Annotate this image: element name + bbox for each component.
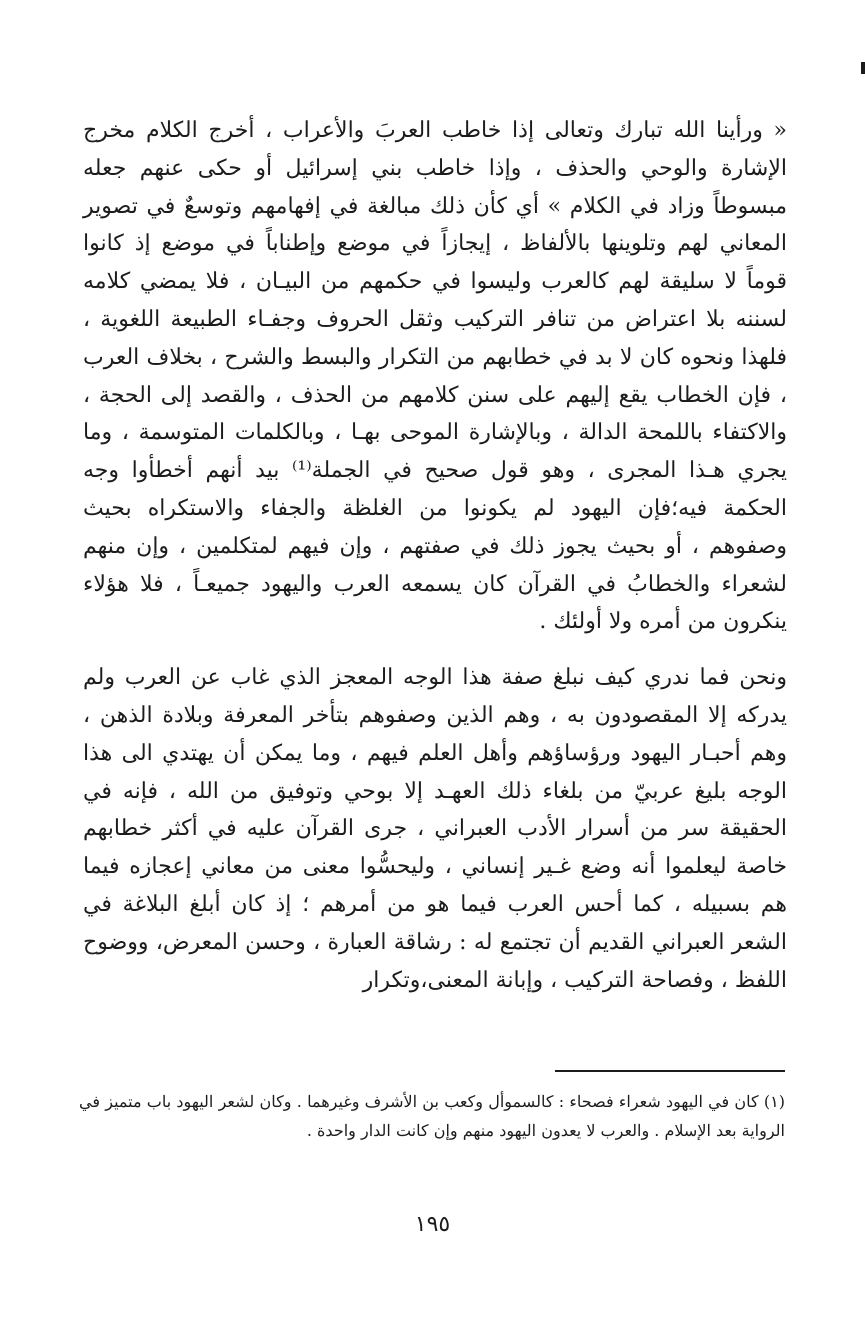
footnote-separator bbox=[555, 1070, 785, 1072]
footnote-1: (١) كان في اليهود شعراء فصحاء : كالسموأل وكعب بن الأشرف وغيرهما . وكان لشعر اليهود باب متميز في الرواية بعد الإسلام . والعرب لا يعدون اليهود منهم وإن كانت الدار واحدة . bbox=[79, 1092, 785, 1140]
main-text bbox=[83, 112, 787, 999]
scan-edge-mark bbox=[861, 62, 865, 74]
footnotes bbox=[79, 1088, 785, 1146]
paragraph-1: « ورأينا الله تبارك وتعالى إذا خاطب العربَ والأعراب ، أخرج الكلام مخرج الإشارة والوحي والحذف ، وإذا خاطب بني إسرائيل أو حكى عنهم جعله مبسوطاً وزاد في الكلام » أي كأن ذلك مبالغة في إفهامهم وتوسعٌ في تصوير المعاني لهم وتلوينها بالألفاظ ، إيجازاً في موضع وإطناباً في موضع إذ كانوا قوماً لا سليقة لهم كالعرب وليسوا في حكمهم من البيـان ، فلا يمضي كلامه لسننه بلا اعتراض من تنافر التركيب وثقل الحروف وجفـاء الطبيعة اللغوية ، فلهذا ونحوه كان لا بد في خطابهم من التكرار والبسط والشرح ، بخلاف العرب ، فإن الخطاب يقع إليهم على سنن كلامهم من الحذف ، والقصد إلى الحجة ، والاكتفاء باللمحة الدالة ، وبالإشارة الموحى بهـا ، وبالكلمات المتوسمة ، وما يجري هـذا المجرى ، وهو قول صحيح في الجملة⁽¹⁾ بيد أنهم أخطأوا وجه الحكمة فيه؛فإن اليهود لم يكونوا من الغلظة والجفاء والاستكراه بحيث وصفوهم ، أو بحيث يجوز ذلك في صفتهم ، وإن فيهم لمتكلمين ، وإن منهم لشعراء والخطابُ في القرآن كان يسمعه العرب واليهود جميعـاً ، فلا هؤلاء ينكرون من أمره ولا أولئك . bbox=[83, 118, 788, 635]
page-number: ١٩٥ bbox=[414, 1212, 451, 1237]
paragraph-2: ونحن فما ندري كيف نبلغ صفة هذا الوجه المعجز الذي غاب عن العرب ولم يدركه إلا المقصودون به ، وهم الذين وصفوهم بتأخر المعرفة وبلادة الذهن ، وهم أحبـار اليهود ورؤساؤهم وأهل العلم فيهم ، وما يمكن أن يهتدي الى هذا الوجه بليغ عربيّ من بلغاء ذلك العهـد إلا بوحي وتوفيق من الله ، فإنه في الحقيقة سر من أسرار الأدب العبراني ، جرى القرآن عليه في أكثر خطابهم خاصة ليعلموا أنه وضع غـير إنساني ، وليحسُّوا معنى من معاني إعجازه فيما هم بسبيله ، كما أحس العرب فيما هو من أمرهم ؛ إذ كان أبلغ البلاغة في الشعر العبراني القديم أن تجتمع له : رشاقة العبارة ، وحسن المعرض، ووضوح اللفظ ، وفصاحة التركيب ، وإبانة المعنى،وتكرار bbox=[83, 665, 787, 993]
